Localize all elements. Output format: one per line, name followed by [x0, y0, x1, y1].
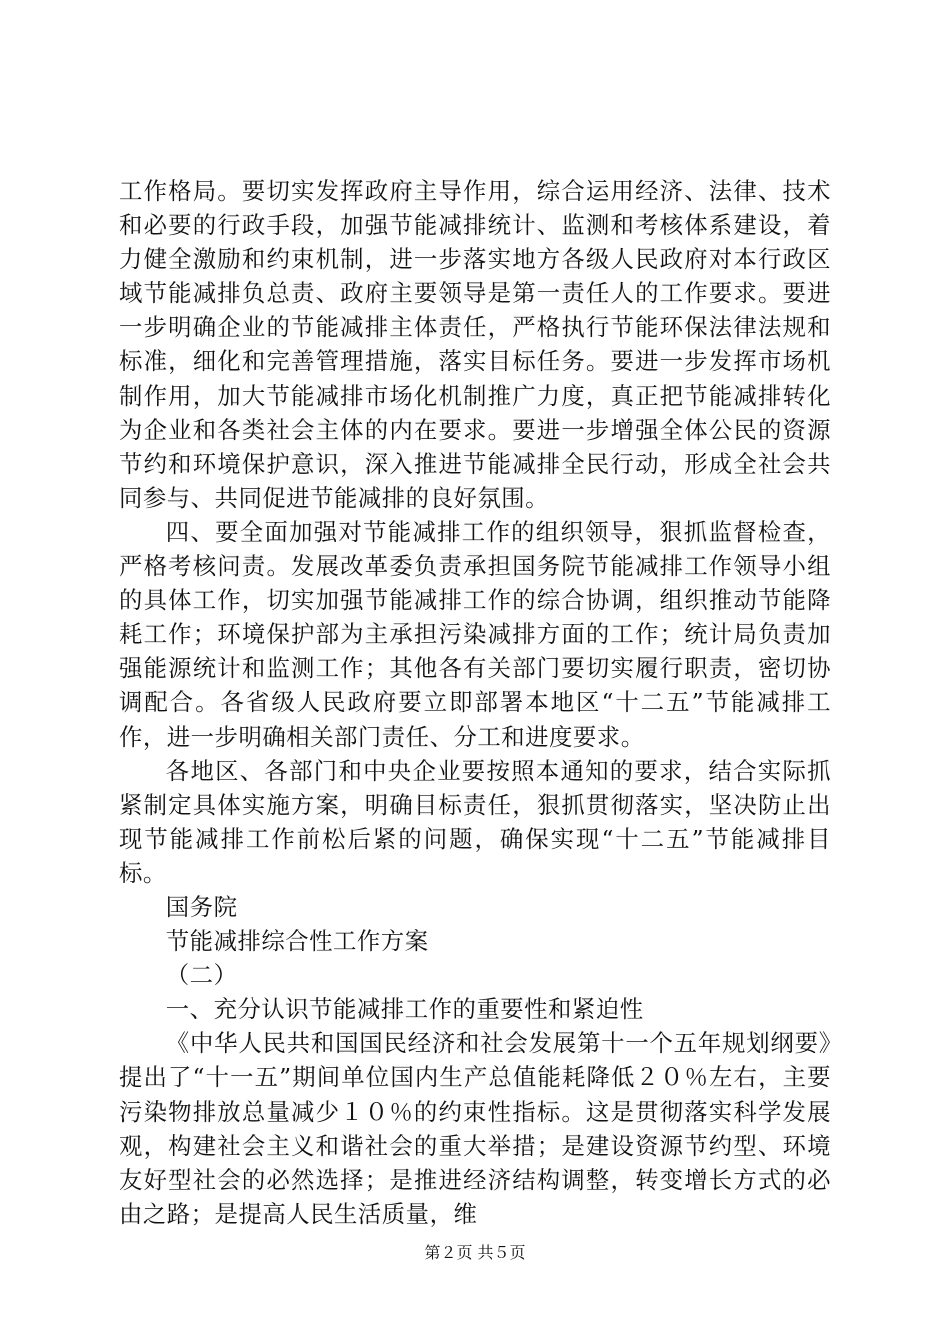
paragraph-outline: 《中华人民共和国国民经济和社会发展第十一个五年规划纲要》提出了“十一五”期间单位国内生产总值能耗降低２０％左右，主要污染物排放总量减少１０％的约束性指标。这是贯彻落实科学发展观，构建社会主义和谐社会的重大举措；是建设资源节约型、环境友好型社会的必然选择；是推进经济结构调整，转变增长方式的必由之路；是提高人民生活质量，维: [119, 1029, 831, 1228]
signature-state-council: 国务院: [165, 892, 238, 921]
document-title: 节能减排综合性工作方案: [165, 927, 429, 956]
document-body: [119, 174, 831, 1231]
section-number: （二）: [165, 961, 238, 990]
paragraph-continuation: 工作格局。要切实发挥政府主导作用，综合运用经济、法律、技术和必要的行政手段，加强节能减排统计、监测和考核体系建设，着力健全激励和约束机制，进一步落实地方各级人民政府对本行政区域节能减排负总责、政府主要领导是第一责任人的工作要求。要进一步明确企业的节能减排主体责任，严格执行节能环保法律法规和标准，细化和完善管理措施，落实目标任务。要进一步发挥市场机制作用，加大节能减排市场化机制推广力度，真正把节能减排转化为企业和各类社会主体的内在要求。要进一步增强全体公民的资源节约和环境保护意识，深入推进节能减排全民行动，形成全社会共同参与、共同促进节能减排的良好氛围。: [119, 177, 831, 512]
page-number-footer: 第２页 共５页: [424, 1243, 526, 1262]
paragraph-requirements: 各地区、各部门和中央企业要按照本通知的要求，结合实际抓紧制定具体实施方案，明确目标责任，狠抓贯彻落实，坚决防止出现节能减排工作前松后紧的问题，确保实现“十二五”节能减排目标。: [119, 756, 831, 887]
paragraph-section-four: 四、要全面加强对节能减排工作的组织领导，狠抓监督检查，严格考核问责。发展改革委负责承担国务院节能减排工作领导小组的具体工作，切实加强节能减排工作的综合协调，组织推动节能降耗工作；环境保护部为主承担污染减排方面的工作；统计局负责加强能源统计和监测工作；其他各有关部门要切实履行职责，密切协调配合。各省级人民政府要立即部署本地区“十二五”节能减排工作，进一步明确相关部门责任、分工和进度要求。: [119, 517, 831, 751]
section-heading: 一、充分认识节能减排工作的重要性和紧迫性: [165, 995, 644, 1024]
